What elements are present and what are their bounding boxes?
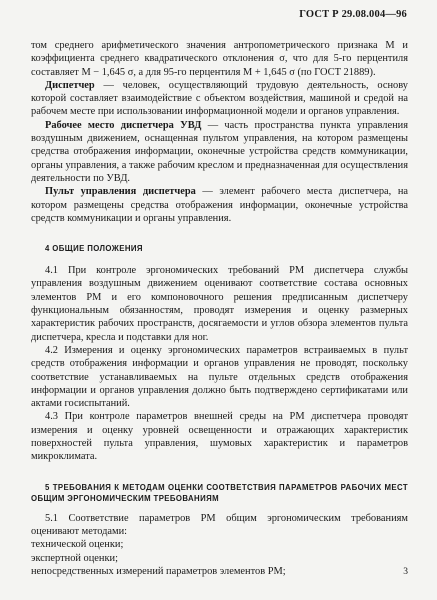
list-item: технической оценки;: [31, 539, 124, 551]
paragraph-4-1: 4.1 При контроле эргономических требований РМ диспетчера службы управления воздушным движением оценивают соответствие состава основных элементов РМ и его компоновочного решения предписанным диспетчеру функциональным обязанностям, проводят измерения и оценку размерных характеристик рабочих пространств, досягаемости и углов обзора элементов пульта диспетчера, кресла и подставки для ног.: [31, 265, 408, 343]
paragraph-4-3: 4.3 При контроле параметров внешней среды на РМ диспетчера проводят измерения и оценку уровней освещенности и отражающих характеристик поверхностей пульта управления, шумовых характеристик и параметров микроклимата.: [31, 411, 408, 463]
section-5-heading: 5 ТРЕБОВАНИЯ К МЕТОДАМ ОЦЕНКИ СООТВЕТСТВИЯ ПАРАМЕТРОВ РАБОЧИХ МЕСТ ОБЩИМ ЭРГОНОМИЧЕСКИМ ТРЕБОВАНИЯМ: [31, 482, 408, 503]
definition-text: — элемент рабочего места диспетчера, на котором размещены средства отображения информации, оконечные устройства средств коммуникации и органы управления.: [31, 186, 408, 224]
list-item: экспертной оценки;: [31, 552, 118, 564]
definition-dispatcher: [31, 79, 408, 119]
paragraph-4-2: 4.2 Измерения и оценку эргономических параметров встраиваемых в пульт средств отображения информации и органов управления не проводят, поскольку соответствие устанавливаемых на пульте отдельных средств отображения информации и органов управления должно быть подтверждено сертификатами или актами госиспытаний.: [31, 344, 408, 410]
definition-text: — человек, осуществляющий трудовую деятельность, основу которой составляет взаимодействие с объектом воздействия, машиной и средой на рабочем месте при использовании информационной модели и органов управления.: [31, 79, 408, 118]
definition-workplace: [31, 119, 408, 185]
document-code: ГОСТ Р 29.08.004—96: [299, 9, 407, 20]
definition-term: Диспетчер: [45, 79, 95, 91]
definition-term: Рабочее место диспетчера УВД: [45, 119, 202, 131]
paragraph-5-1: 5.1 Соответствие параметров РМ общим эргономическим требованиям оценивают методами:: [31, 512, 408, 537]
document-body: [31, 39, 408, 578]
definition-term: Пульт управления диспетчера: [45, 186, 196, 198]
page-number: 3: [403, 567, 408, 577]
definition-console: [31, 185, 408, 225]
definition-text: — часть пространства пункта управления воздушным движением, оснащенная пультом управления, на котором размещены средства отображения информации, оконечные устройства средств коммуникации, органы управления, а также рабочим креслом и предназначенная для осуществления деятельности по УВД.: [31, 119, 408, 184]
list-item: непосредственных измерений параметров элементов РМ;: [31, 565, 286, 577]
section-4-heading: 4 ОБЩИЕ ПОЛОЖЕНИЯ: [45, 244, 143, 254]
paragraph-intro: том среднего арифметического значения антропометрического признака M и коэффициента среднего квадратического отклонения σ, что для 5-го перцентиля составляет M − 1,645 σ, а для 95-го перцентиля M + 1,645 σ (по ГОСТ 21889).: [31, 40, 408, 78]
